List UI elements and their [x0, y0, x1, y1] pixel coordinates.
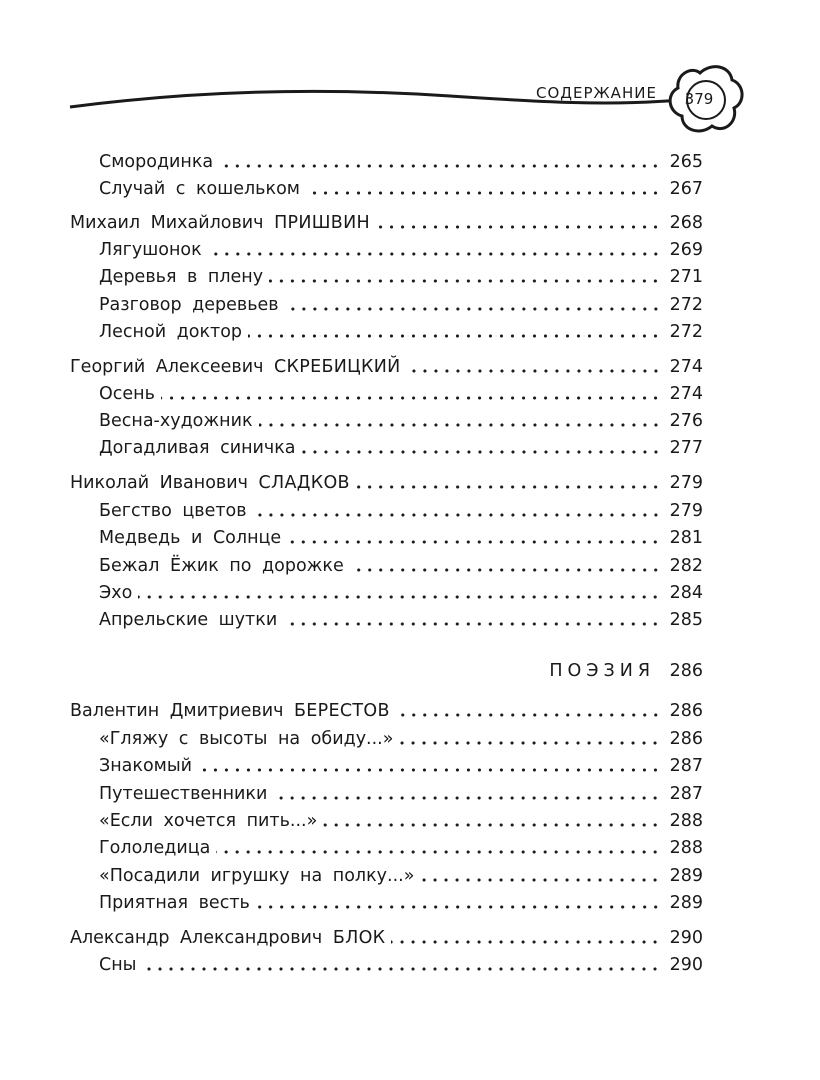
entry-title: Апрельские шутки [99, 610, 278, 630]
toc-entry [99, 494, 703, 522]
entry-title: Бежал Ёжик по дорожке [99, 556, 344, 576]
toc-author-entry [70, 206, 703, 234]
entry-page-number: 267 [669, 179, 703, 199]
author-name [70, 472, 350, 494]
toc-entry [99, 377, 703, 405]
toc-entry [99, 431, 703, 459]
toc-author-entry [70, 921, 703, 949]
dot-leader [399, 740, 661, 746]
toc-author-entry [70, 466, 703, 494]
entry-page-number: 277 [669, 438, 703, 458]
running-head: СОДЕРЖАНИЕ [536, 84, 657, 102]
toc-section-entry [549, 654, 703, 682]
entry-title: Гололедица [99, 838, 211, 858]
entry-page-number: 269 [669, 240, 703, 260]
toc-entry [99, 404, 703, 432]
dot-leader [259, 422, 661, 428]
entry-page-number: 274 [669, 384, 703, 404]
author-surname: БЕРЕСТОВ [293, 701, 390, 721]
entry-title: Случай с кошельком [99, 179, 300, 199]
toc-entry [99, 603, 703, 631]
dot-leader [283, 621, 661, 627]
entry-title: Знакомый [99, 756, 193, 776]
entry-page-number: 268 [669, 213, 703, 233]
dot-leader [216, 849, 661, 855]
entry-page-number: 285 [669, 610, 703, 630]
dot-leader [248, 333, 661, 339]
entry-page-number: 288 [669, 811, 703, 831]
entry-page-number: 287 [669, 784, 703, 804]
entry-page-number: 274 [669, 357, 703, 377]
entry-page-number: 281 [669, 528, 703, 548]
entry-page-number: 284 [669, 583, 703, 603]
toc-author-entry [70, 350, 703, 378]
toc-entry [99, 549, 703, 577]
toc-entry [99, 288, 703, 316]
entry-page-number: 286 [669, 661, 703, 681]
author-surname: СЛАДКОВ [258, 473, 350, 493]
author-name [70, 356, 401, 378]
author-surname: БЛОК [332, 928, 386, 948]
dot-leader [376, 224, 661, 230]
entry-title: Осень [99, 384, 155, 404]
dot-leader [356, 484, 661, 490]
toc-entry [99, 145, 703, 173]
author-given-name: Александр Александрович [70, 928, 333, 948]
entry-page-number: 279 [669, 501, 703, 521]
dot-leader [269, 278, 661, 284]
entry-title: Лесной доктор [99, 322, 243, 342]
entry-title: Приятная весть [99, 893, 250, 913]
dot-leader [391, 939, 661, 945]
entry-page-number: 272 [669, 322, 703, 342]
page-number: 379 [684, 90, 714, 108]
entry-title: Разговор деревьев [99, 295, 279, 315]
dot-leader [138, 594, 661, 600]
dot-leader [208, 251, 661, 257]
toc-entry [99, 749, 703, 777]
entry-page-number: 288 [669, 838, 703, 858]
toc-entry [99, 521, 703, 549]
dot-leader [161, 395, 661, 401]
entry-title: «Посадили игрушку на полку...» [99, 866, 415, 886]
toc-entry [99, 886, 703, 914]
entry-page-number: 290 [669, 928, 703, 948]
author-name [70, 927, 385, 949]
entry-title: Сны [99, 955, 137, 975]
toc-entry [99, 172, 703, 200]
dot-leader [219, 163, 661, 169]
author-given-name: Валентин Дмитриевич [70, 701, 294, 721]
header-decoration [0, 0, 820, 150]
dot-leader [420, 877, 661, 883]
toc-entry [99, 831, 703, 859]
entry-page-number: 279 [669, 473, 703, 493]
dot-leader [306, 190, 661, 196]
author-name [70, 700, 390, 722]
toc-entry [99, 722, 703, 750]
toc-entry [99, 260, 703, 288]
entry-title: Эхо [99, 583, 133, 603]
toc-entry [99, 576, 703, 604]
dot-leader [142, 966, 661, 972]
dot-leader [407, 368, 661, 374]
dot-leader [350, 567, 661, 573]
entry-page-number: 289 [669, 866, 703, 886]
dot-leader [323, 822, 661, 828]
toc-entry [99, 948, 703, 976]
toc-entry [99, 777, 703, 805]
dot-leader [396, 712, 661, 718]
entry-title: Весна-художник [99, 411, 253, 431]
dot-leader [285, 306, 661, 312]
toc-entry [99, 315, 703, 343]
toc-author-entry [70, 694, 703, 722]
entry-title: Медведь и Солнце [99, 528, 282, 548]
dot-leader [198, 767, 661, 773]
author-given-name: Михаил Михайлович [70, 213, 275, 233]
entry-title: Смородинка [99, 152, 214, 172]
entry-title: Догадливая синичка [99, 438, 296, 458]
entry-page-number: 290 [669, 955, 703, 975]
dot-leader [287, 539, 661, 545]
section-title: ПОЭЗИЯ [549, 661, 655, 681]
entry-page-number: 286 [669, 701, 703, 721]
entry-page-number: 265 [669, 152, 703, 172]
entry-title: Бегство цветов [99, 501, 247, 521]
entry-page-number: 286 [669, 729, 703, 749]
author-name [70, 212, 370, 234]
entry-page-number: 282 [669, 556, 703, 576]
dot-leader [256, 904, 661, 910]
toc-entry [99, 233, 703, 261]
author-surname: СКРЕБИЦКИЙ [274, 357, 401, 377]
entry-page-number: 289 [669, 893, 703, 913]
entry-page-number: 271 [669, 267, 703, 287]
dot-leader [302, 449, 661, 455]
entry-title: Лягушонок [99, 240, 202, 260]
dot-leader [253, 512, 661, 518]
author-surname: ПРИШВИН [274, 213, 370, 233]
author-given-name: Николай Иванович [70, 473, 259, 493]
entry-page-number: 287 [669, 756, 703, 776]
entry-page-number: 272 [669, 295, 703, 315]
author-given-name: Георгий Алексеевич [70, 357, 274, 377]
toc-entry [99, 804, 703, 832]
dot-leader [273, 795, 661, 801]
entry-title: «Если хочется пить...» [99, 811, 318, 831]
toc-entry [99, 859, 703, 887]
entry-title: Деревья в плену [99, 267, 264, 287]
entry-page-number: 276 [669, 411, 703, 431]
entry-title: «Гляжу с высоты на обиду...» [99, 729, 394, 749]
entry-title: Путешественники [99, 784, 268, 804]
